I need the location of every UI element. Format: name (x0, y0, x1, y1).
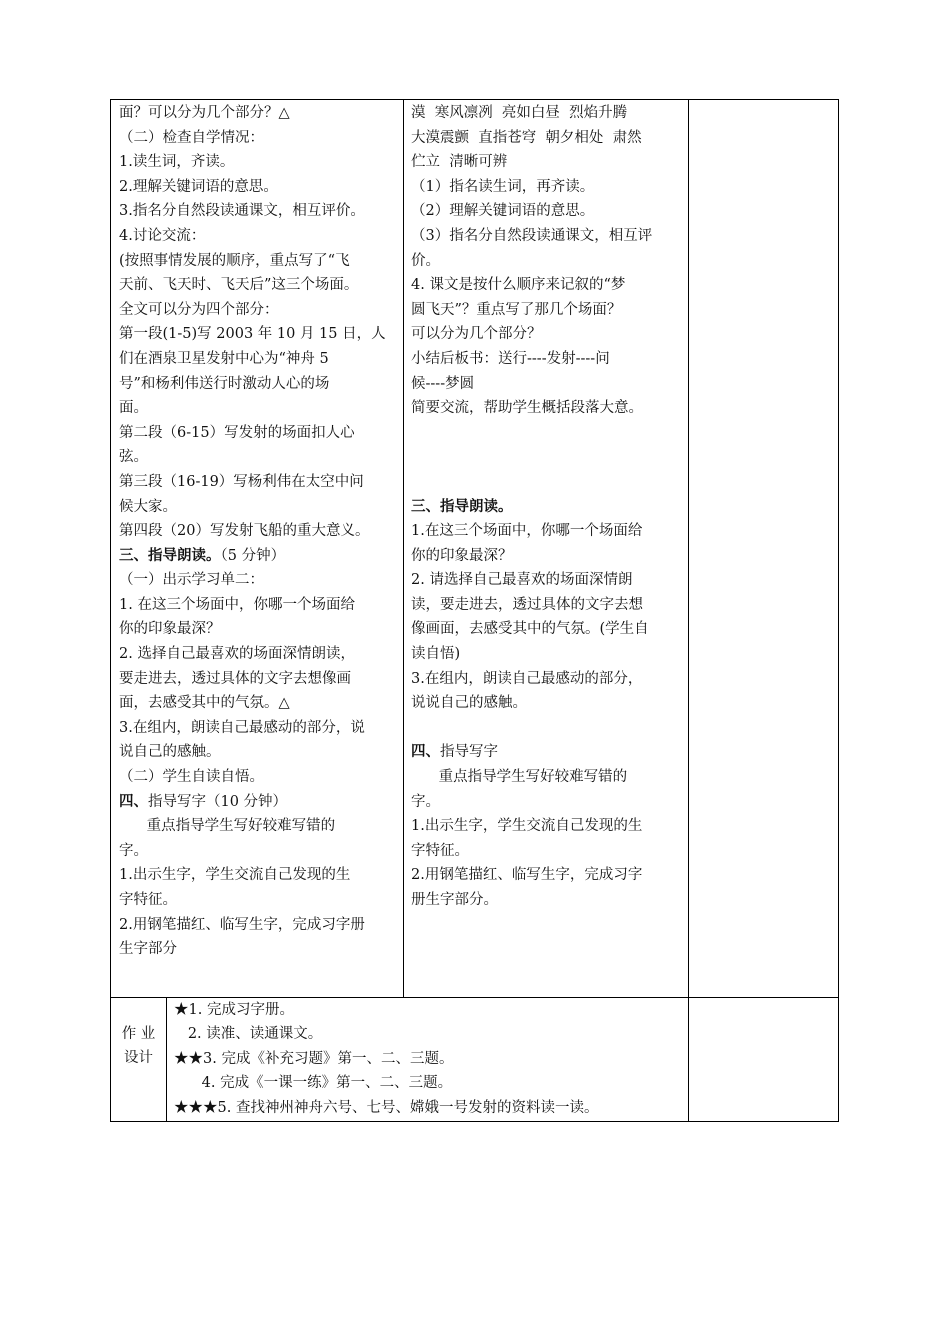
left-column-line: 1. 在这三个场面中，你哪一个场面给 (119, 596, 355, 613)
middle-column-line: 圆飞天”？重点写了那几个场面？ (411, 301, 622, 318)
left-column-text (119, 101, 401, 962)
left-column-line: 重点指导学生写好较难写错的 (119, 818, 336, 835)
column-divider-1 (403, 100, 404, 997)
left-column-line: 四、指导写字（10 分钟） (119, 792, 288, 810)
middle-column-line: （3）指名分自然段读通课文，相互评 (411, 227, 653, 244)
left-column-line: 字。 (119, 842, 148, 859)
left-column-line: (按照事情发展的顺序，重点写了“飞 (119, 252, 350, 269)
left-column-line: 说自己的感触。 (119, 744, 221, 761)
middle-column-line (411, 716, 686, 741)
left-column-line: 第三段（16-19）写杨利伟在太空中问 (119, 473, 364, 490)
middle-column-line: 伫立 清晰可辨 (411, 154, 508, 171)
label-divider (166, 997, 167, 1121)
left-column-line: 号”和杨利伟送行时激动人心的场 (119, 375, 330, 392)
middle-column-line: 四、指导写字 (411, 743, 498, 761)
left-column-line: 1.读生词，齐读。 (119, 154, 235, 171)
left-column-line: 全文可以分为四个部分： (119, 301, 279, 318)
middle-column-line: 小结后板书：送行----发射----问 (411, 350, 610, 367)
left-column-line: 3.指名分自然段读通课文，相互评价。 (119, 203, 365, 220)
middle-column-line: 候----梦圆 (411, 375, 475, 392)
middle-column-line: 2. 请选择自己最喜欢的场面深情朗 (411, 572, 633, 589)
left-column-line: 第二段（6-15）写发射的场面扣人心 (119, 424, 355, 441)
homework-label (111, 1022, 166, 1070)
middle-column-line (411, 445, 686, 470)
middle-column-line: 像画面，去感受其中的气氛。(学生自 (411, 621, 649, 638)
middle-column-line: 大漠震颤 直指苍穹 朝夕相处 肃然 (411, 129, 642, 146)
homework-item: ★★3. 完成《补充习题》第一、二、三题。 (174, 1050, 454, 1067)
middle-column-line (411, 470, 686, 495)
left-column-line: （二）检查自学情况： (119, 129, 264, 146)
left-column-line: 生字部分 (119, 941, 177, 958)
homework-label-line2: 设计 (124, 1050, 153, 1066)
left-column-line: 面，去感受其中的气氛。△ (119, 695, 290, 712)
middle-column-line: 价。 (411, 252, 440, 269)
middle-column-line: 4. 课文是按什么顺序来记叙的“梦 (411, 277, 626, 294)
middle-column-line: （1）指名读生词，再齐读。 (411, 178, 595, 195)
homework-item: ★1. 完成习字册。 (174, 1002, 294, 1018)
left-column-line: 4.讨论交流： (119, 227, 206, 244)
left-column-line: 面？可以分为几个部分？△ (119, 105, 290, 121)
lesson-plan-table (110, 99, 839, 1122)
homework-label-line1: 作 业 (121, 1026, 156, 1042)
left-column-line: 要走进去，透过具体的文字去想像画 (119, 670, 351, 687)
homework-item: 4. 完成《一课一练》第一、二、三题。 (174, 1075, 453, 1092)
left-column-line: （一）出示学习单二： (119, 572, 264, 589)
left-column-line: 们在酒泉卫星发射中心为“神舟 5 (119, 350, 329, 367)
middle-column-line: 说说自己的感触。 (411, 695, 527, 712)
left-column-line: 2.理解关键词语的意思。 (119, 178, 278, 195)
middle-column-line: 3.在组内，朗读自己最感动的部分， (411, 670, 643, 687)
left-column-line: 你的印象最深？ (119, 621, 221, 638)
left-column-line: 面。 (119, 400, 148, 417)
left-column-line: 三、指导朗读。（5 分钟） (119, 546, 286, 564)
homework-item: 2. 读准、读通课文。 (174, 1026, 323, 1043)
middle-column-line: 册生字部分。 (411, 892, 498, 908)
middle-column-line: 1.出示生字，学生交流自己发现的生 (411, 818, 643, 835)
left-column-line: 字特征。 (119, 892, 177, 908)
left-column-line: 天前、飞天时、飞天后”这三个场面。 (119, 277, 359, 294)
left-column-line: 2.用钢笔描红、临写生字，完成习字册 (119, 916, 365, 933)
middle-column-line: 你的印象最深？ (411, 547, 513, 564)
left-column-line: 弦。 (119, 449, 148, 466)
left-column-line: 3.在组内，朗读自己最感动的部分，说 (119, 719, 365, 736)
middle-column-line: 读自悟) (411, 646, 461, 663)
middle-column-line: 字特征。 (411, 842, 469, 859)
middle-column-line: 可以分为几个部分？ (411, 326, 542, 343)
middle-column-line: 2.用钢笔描红、临写生字，完成习字 (411, 867, 643, 884)
middle-column-line: 1.在这三个场面中，你哪一个场面给 (411, 523, 643, 540)
middle-column-line: 漠 寒风凛冽 亮如白昼 烈焰升腾 (411, 105, 628, 121)
column-divider-2 (688, 100, 689, 1121)
left-column-line: （二）学生自读自悟。 (119, 769, 264, 786)
middle-column-line: 字。 (411, 793, 440, 810)
middle-column-line: 重点指导学生写好较难写错的 (411, 769, 628, 786)
middle-column-line: 读，要走进去，透过具体的文字去想 (411, 596, 643, 613)
left-column-line: 1.出示生字，学生交流自己发现的生 (119, 867, 351, 884)
homework-list (174, 998, 684, 1120)
left-column-line: 第四段（20）写发射飞船的重大意义。 (119, 523, 370, 540)
left-column-line: 第一段(1-5)写 2003 年 10 月 15 日，人 (119, 326, 386, 343)
middle-column-text (411, 101, 686, 913)
middle-column-line: 简要交流，帮助学生概括段落大意。 (411, 400, 643, 417)
middle-column-line (411, 421, 686, 446)
homework-item: ★★★5. 查找神州神舟六号、七号、嫦娥一号发射的资料读一读。 (174, 1099, 599, 1116)
left-column-line: 2. 选择自己最喜欢的场面深情朗读， (119, 646, 355, 663)
middle-column-line: 三、指导朗读。 (411, 497, 513, 515)
left-column-line: 候大家。 (119, 498, 177, 515)
middle-column-line: （2）理解关键词语的意思。 (411, 203, 595, 220)
